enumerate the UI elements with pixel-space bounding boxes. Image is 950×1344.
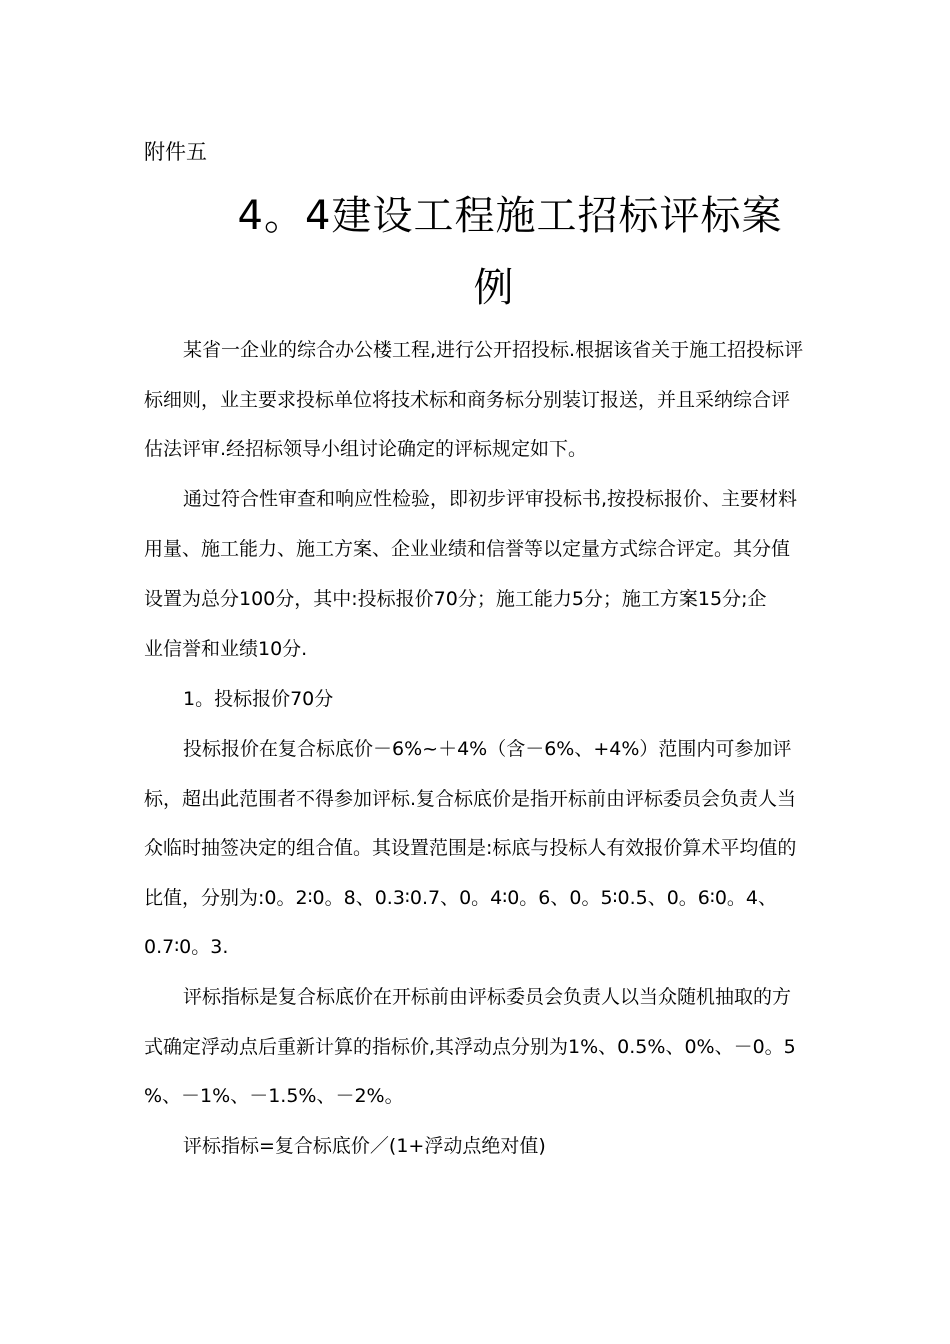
- body-line: 投标报价在复合标底价－6%~＋4%（含－6%、+4%）范围内可参加评: [183, 738, 792, 760]
- body-line: 众临时抽签决定的组合值。其设置范围是:标底与投标人有效报价算术平均值的: [144, 837, 797, 859]
- section-heading: 1。投标报价70分: [183, 688, 334, 710]
- body-line: 式确定浮动点后重新计算的指标价,其浮动点分别为1%、0.5%、0%、－0。5: [144, 1036, 796, 1058]
- body-line: 比值，分别为:0。2∶0。8、0.3∶0.7、0。4∶0。6、0。5∶0.5、0。6∶0。4、: [144, 887, 778, 909]
- body-line: 标，超出此范围者不得参加评标.复合标底价是指开标前由评标委员会负责人当: [144, 788, 797, 810]
- body-line: 估法评审.经招标领导小组讨论确定的评标规定如下。: [144, 438, 588, 460]
- body-line: 通过符合性审查和响应性检验，即初步评审投标书,按投标报价、主要材料: [183, 488, 798, 510]
- attachment-label: 附件五: [144, 140, 207, 164]
- body-line: 设置为总分100分，其中:投标报价70分；施工能力5分；施工方案15分;企: [144, 588, 767, 610]
- body-line: 标细则，业主要求投标单位将技术标和商务标分别装订报送，并且采纳综合评: [144, 389, 791, 411]
- body-line: 评标指标是复合标底价在开标前由评标委员会负责人以当众随机抽取的方: [183, 986, 792, 1008]
- body-line: %、－1%、－1.5%、－2%。: [144, 1085, 404, 1107]
- body-line: 用量、施工能力、施工方案、企业业绩和信誉等以定量方式综合评定。其分值: [144, 538, 791, 560]
- body-line: 业信誉和业绩10分.: [144, 638, 308, 660]
- body-line: 某省一企业的综合办公楼工程,进行公开招投标.根据该省关于施工招投标评: [183, 339, 804, 361]
- body-line: 0.7∶0。3.: [144, 936, 229, 958]
- title-line-1: 4。4建设工程施工招标评标案: [237, 193, 783, 239]
- formula-line: 评标指标=复合标底价／(1+浮动点绝对值): [183, 1135, 546, 1157]
- title-line-2: 例: [473, 265, 515, 311]
